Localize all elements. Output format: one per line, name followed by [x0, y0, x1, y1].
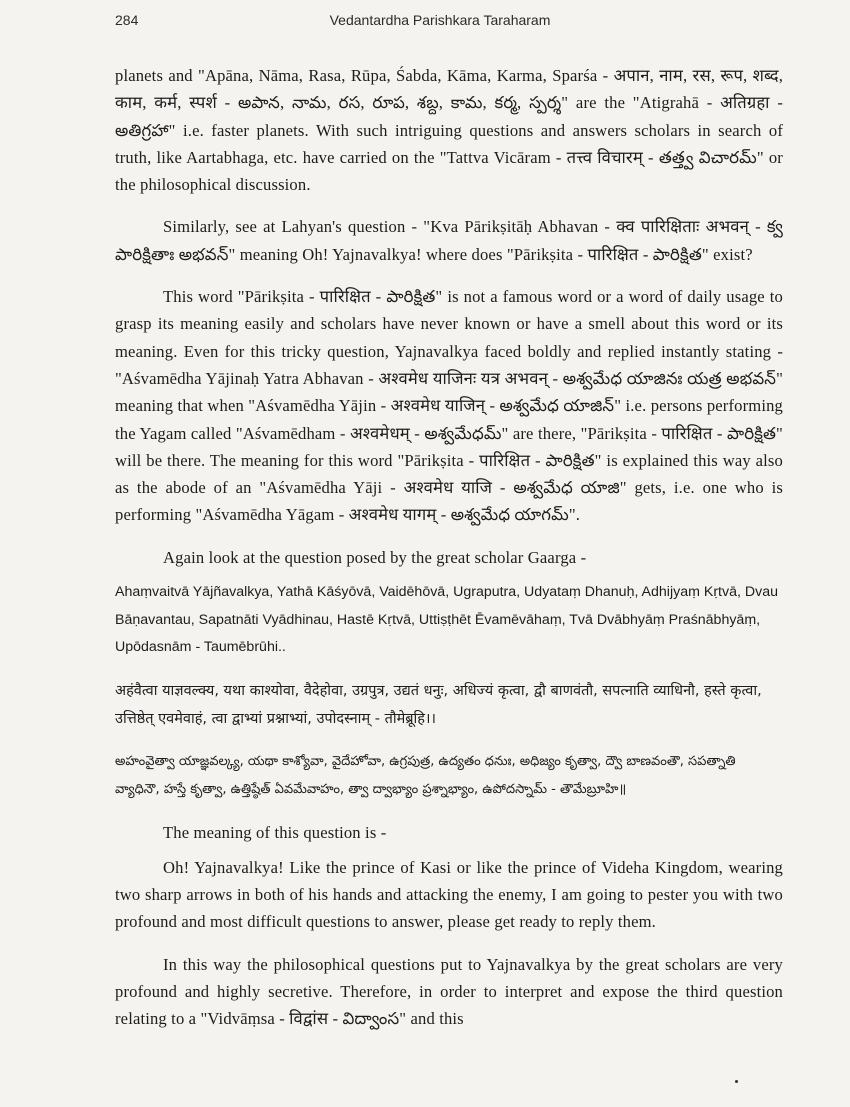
page-number: 284 — [115, 12, 139, 28]
paragraph-6: Oh! Yajnavalkya! Like the prince of Kasi or like the prince of Videha Kingdom, wearing two sharp arrows in both of his hands and attacking the enemy, I am going to pester you with two profound and most difficult questions to answer, please get ready to reply them. — [115, 857, 783, 932]
verse-devanagari: अहंवैत्वा याज्ञवल्क्य, यथा काश्योवा, वैदेहोवा, उग्रपुत्र, उद्यतं धनुः, अधिज्यं कृत्वा, द्वौ बाणवंतौ, सपत्नाति व्याधिनौ, हस्ते कृत्वा, उत्तिष्ठेत् एवमेवाहं, त्वा द्वाभ्यां प्रश्नाभ्यां, उपोदस्नाम् - तौमेब्रूहि।। — [115, 682, 762, 727]
page-body — [115, 62, 783, 1048]
paragraph-7: In this way the philosophical questions put to Yajnavalkya by the great scholars are very profound and highly secretive. Therefore, in order to interpret and expose the third question relating to a "Vidvāṃsa - विद्वांस - విద్వాంస" and this — [115, 954, 783, 1029]
paragraph-3: This word "Pārikṣita - पारिक्षित - పారిక్షిత" is not a famous word or a word of daily usage to grasp its meaning easily and scholars have never known or have a smell about this word or its meaning. Even for this tricky question, Yajnavalkya faced boldly and replied instantly stating - "Aśvamēdha Yājinaḥ Yatra Abhavan - अश्वमेध याजिनः यत्र अभवन् - అశ్వమేధ యాజినః యత్ర అభవన్" meaning that when "Aśvamēdha Yājin - अश्वमेध याजिन् - అశ్వమేధ యాజిన్" i.e. persons performing the Yagam called "Aśvamēdham - अश्वमेधम् - అశ్వమేధమ్" are there, "Pārikṣita - पारिक्षित - పారిక్షిత" will be there. The meaning for this word "Pārikṣita - पारिक्षित - పారిక్షిత" is explained this way also as the abode of an "Aśvamēdha Yāji - अश्वमेध याजि - అశ్వమేధ యాజి" gets, i.e. one who is performing "Aśvamēdha Yāgam - अश्वमेध यागम् - అశ్వమేధ యాగమ్". — [115, 287, 783, 525]
book-title: Vedantardha Parishkara Taraharam — [329, 12, 551, 28]
stray-mark — [735, 1080, 738, 1083]
verse-roman: Ahaṃvaitvā Yājñavalkya, Yathā Kāśyōvā, Vaidēhōvā, Ugraputra, Udyataṃ Dhanuḥ, Adhijyaṃ Kṛtvā, Dvau Bāṇavantau, Sapatnāti Vyādhinau, Hastē Kṛtvā, Uttiṣṭhēt Ēvamēvāhaṃ, Tvā Dvābhyāṃ Praśnābhyāṃ, Upōdasnām - Taumēbrūhi.. — [115, 584, 778, 656]
running-header — [115, 12, 765, 32]
paragraph-2: Similarly, see at Lahyan's question - "Kva Pārikṣitāḥ Abhavan - क्व पारिक्षिताः अभवन् - క్వ పారిక్షితాః అభవన్" meaning Oh! Yajnavalkya! where does "Pārikṣita - पारिक्षित - పారిక్షిత" exist? — [115, 217, 783, 264]
verse-telugu: అహంవైత్వా యాజ్ఞవల్క్య, యథా కాశ్యోవా, వైదేహోవా, ఉగ్రపుత్ర, ఉద్యతం ధనుః, అధిజ్యం కృత్వా, ద్వౌ బాణవంతౌ, సపత్నాతి వ్యాధినౌ, హస్తే కృత్వా, ఉత్తిష్ఠేత్ ఏవమేవాహం, త్వా ద్వాభ్యాం ప్రశ్నాభ్యాం, ఉపోదస్నామ్ - తౌమేబ్రూహి॥ — [115, 753, 736, 797]
paragraph-4: Again look at the question posed by the great scholar Gaarga - — [163, 547, 587, 567]
paragraph-5: The meaning of this question is - — [163, 822, 387, 842]
paragraph-1: planets and "Apāna, Nāma, Rasa, Rūpa, Śabda, Kāma, Karma, Sparśa - अपान, नाम, रस, रूप, शब्द, काम, कर्म, स्पर्श - అపాన, నామ, రస, రూప, శబ్ద, కామ, కర్మ, స్పర్శ" are the "Atigrahā - अतिग्रहा - అతిగ్రహా" i.e. faster planets. With such intriguing questions and answers scholars in search of truth, like Aartabhaga, etc. have carried on the "Tattva Vicāram - तत्त्व विचारम् - తత్త్వ విచారమ్" or the philosophical discussion. — [115, 66, 783, 195]
